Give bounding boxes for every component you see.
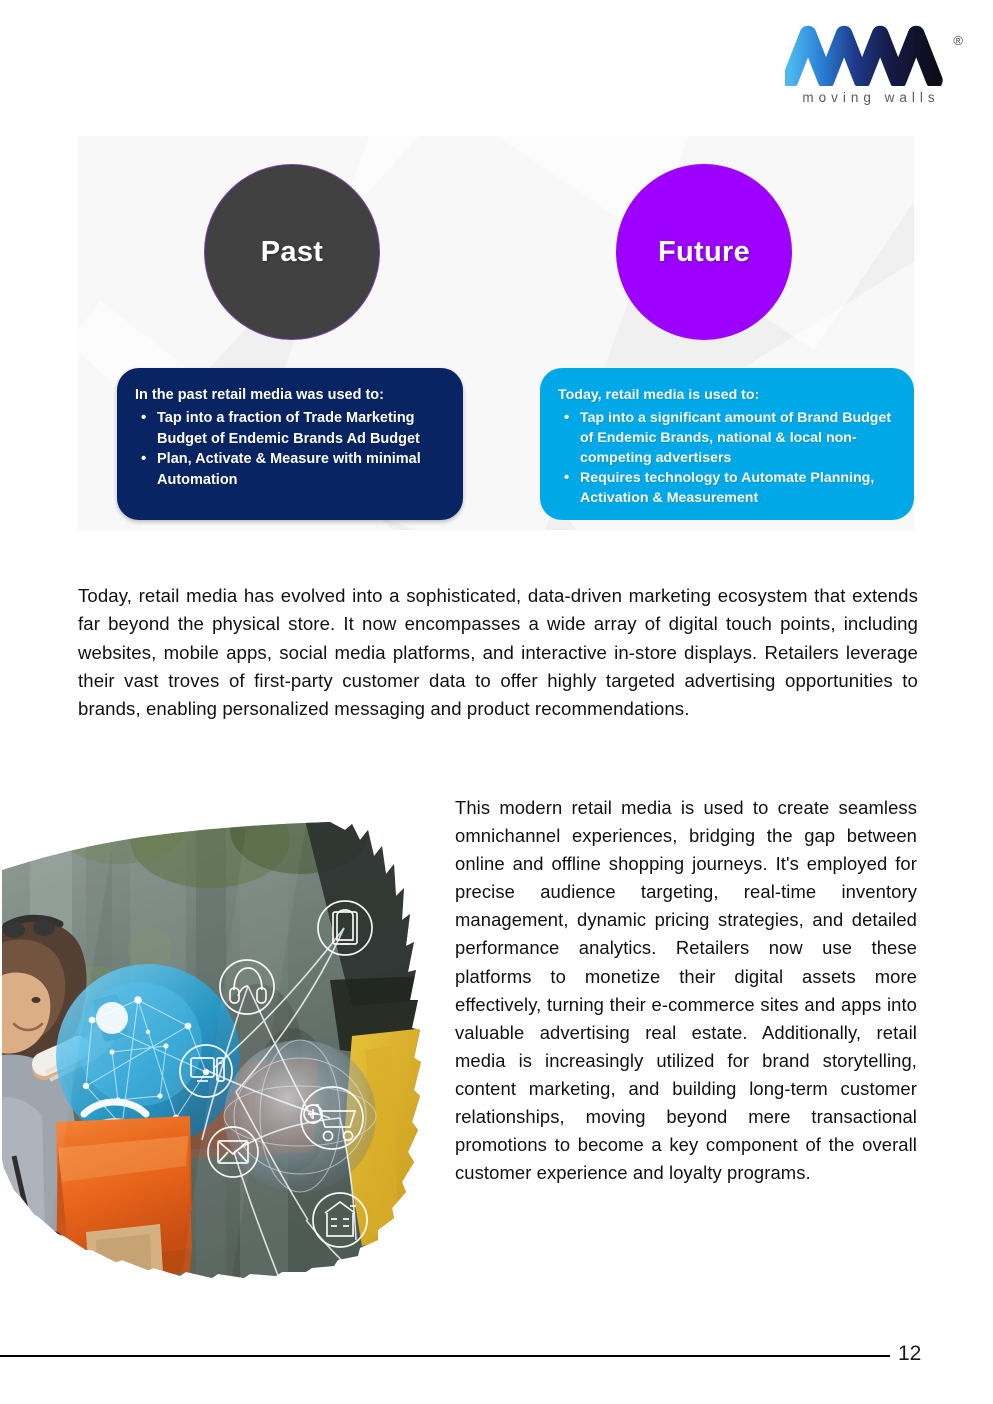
registered-trademark-icon: ® [953,33,963,48]
past-callout-heading: In the past retail media was used to: [135,387,384,403]
future-callout-heading: Today, retail media is used to: [558,387,760,403]
past-callout-box [117,368,463,520]
future-callout-box [540,368,914,520]
logo-wordmark: moving walls [802,90,940,105]
moving-walls-logo-icon [785,24,955,86]
body-paragraph-1: Today, retail media has evolved into a sophisticated, data-driven marketing ecosystem that extends far beyond the physical store. It now encompasses a wide array of digital touch points, including websites, mobile apps, social media platforms, and interactive in-store displays. Retailers leverage their vast troves of first-party customer data to offer highly targeted advertising opportunities to brands, enabling personalized messaging and product recommendations. [78,585,918,719]
past-bullet-item: • Tap into a fraction of Trade Marketing Budget of Endemic Brands Ad Budget [135,408,443,449]
body-paragraph-2: This modern retail media is used to create seamless omnichannel experiences, bridging the gap between online and offline shopping journeys. It's employed for precise audience targeting, real-time inventory management, dynamic pricing strategies, and detailed performance analytics. Retailers now use these platforms to monetize their digital assets more effectively, turning their e-commerce sites and apps into valuable advertising real estate. Additionally, retail media is increasingly utilized for brand storytelling, content marketing, and building long-term customer relationships, moving beyond mere transactional promotions to become a key component of the overall customer experience and loyalty programs. [455,797,917,1184]
past-circle: Past [204,164,380,340]
future-bullet-item: • Requires technology to Automate Planning, Activation & Measurement [558,468,894,508]
future-circle: Future [616,164,792,340]
page-header [773,24,963,116]
past-bullet-item: • Plan, Activate & Measure with minimal Automation [135,449,443,490]
past-future-diagram [78,136,914,530]
past-bullet-list [135,408,443,490]
footer-divider [0,1355,890,1357]
page-number: 12 [898,1342,922,1365]
future-bullet-list [558,408,894,509]
retail-shopper-photo [0,800,425,1288]
future-bullet-item: • Tap into a significant amount of Brand Budget of Endemic Brands, national & local non-competing advertisers [558,408,894,468]
